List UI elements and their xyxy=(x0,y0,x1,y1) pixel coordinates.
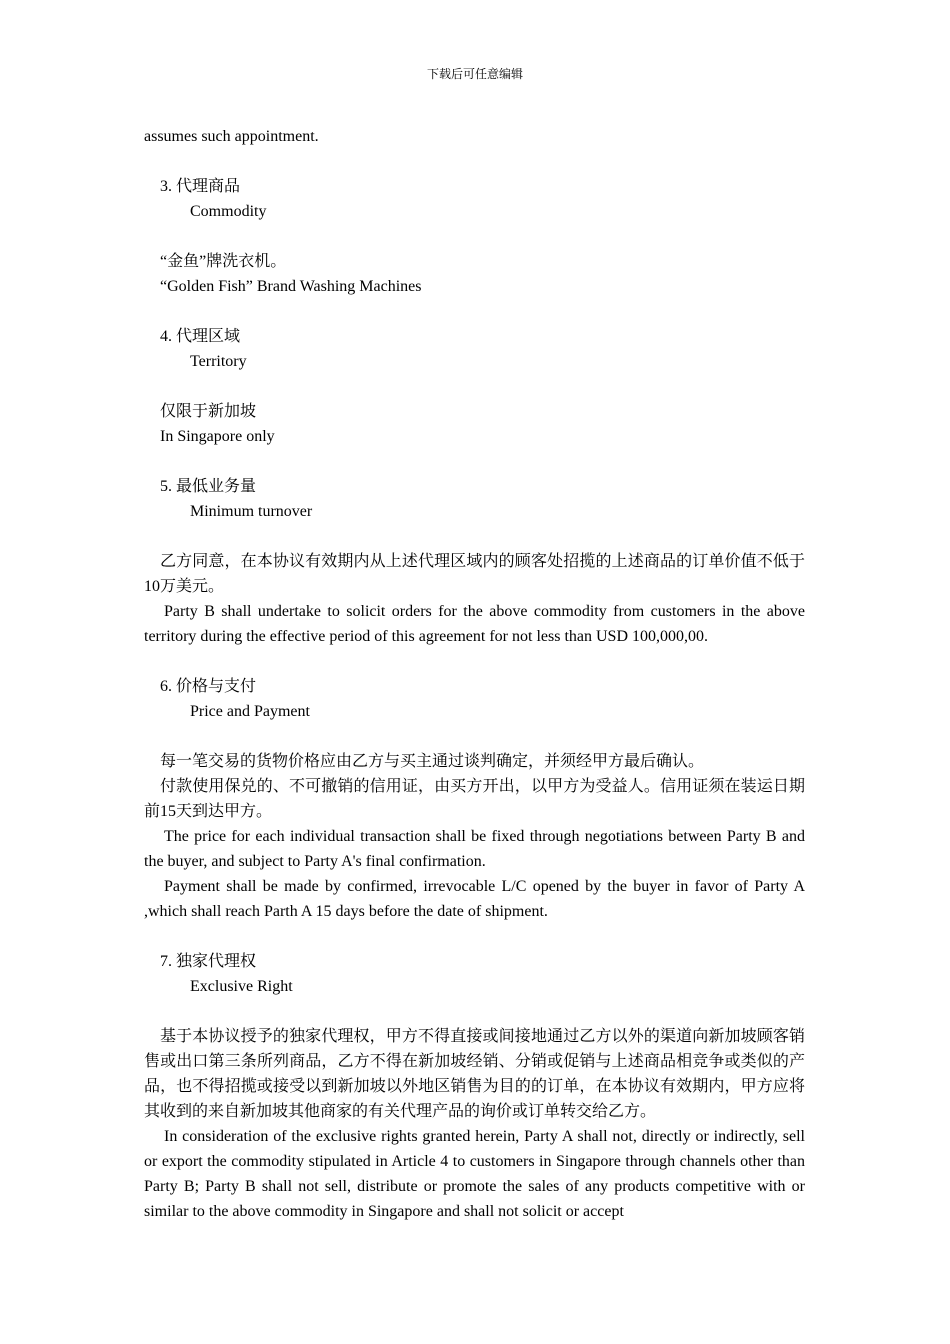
section-6-text-en-2: Payment shall be made by confirmed, irrevocable L/C opened by the buyer in favor of Party A ,which shall reach Parth A 15 days before the date of shipment. xyxy=(144,878,805,920)
section-4-text-en: In Singapore only xyxy=(160,428,275,445)
section-5-heading-en: Minimum turnover xyxy=(190,503,313,520)
page-header-note: 下载后可任意编辑 xyxy=(426,67,523,81)
section-4-text-cn: 仅限于新加坡 xyxy=(160,403,257,420)
section-3-text-en: “Golden Fish” Brand Washing Machines xyxy=(160,278,422,295)
section-7-heading-en: Exclusive Right xyxy=(190,978,293,995)
section-4-heading-cn: 4. 代理区域 xyxy=(160,328,241,345)
intro-tail-text: assumes such appointment. xyxy=(144,128,319,145)
section-7-text-cn: 基于本协议授予的独家代理权，甲方不得直接或间接地通过乙方以外的渠道向新加坡顾客销售或出口第三条所列商品，乙方不得在新加坡经销、分销或促销与上述商品相竞争或类似的产品，也不得招揽或接受以到新加坡以外地区销售为目的的订单，在本协议有效期内，甲方应将其收到的来自新加坡其他商家的有关代理产品的询价或订单转交给乙方。 xyxy=(144,1028,805,1120)
document-body xyxy=(144,124,805,1224)
section-5-heading-cn: 5. 最低业务量 xyxy=(160,478,257,495)
section-7-text-en: In consideration of the exclusive rights granted herein, Party A shall not, directly or indirectly, sell or export the commodity stipulated in Article 4 to customers in Singapore through channels other than Party B; Party B shall not sell, distribute or promote the sales of any products competitive with or similar to the above commodity in Singapore and shall not solicit or accept xyxy=(144,1128,805,1220)
section-5-text-cn: 乙方同意，在本协议有效期内从上述代理区域内的顾客处招揽的上述商品的订单价值不低于10万美元。 xyxy=(144,553,805,595)
section-6-heading-en: Price and Payment xyxy=(190,703,310,720)
section-7-heading-cn: 7. 独家代理权 xyxy=(160,953,257,970)
section-3-heading-en: Commodity xyxy=(190,203,267,220)
section-3-text-cn: “金鱼”牌洗衣机。 xyxy=(160,253,287,270)
section-6-text-cn-2: 付款使用保兑的、不可撤销的信用证，由买方开出，以甲方为受益人。信用证须在装运日期前15天到达甲方。 xyxy=(144,778,805,820)
section-5-text-en: Party B shall undertake to solicit orders for the above commodity from customers in the above territory during the effective period of this agreement for not less than USD 100,000,00. xyxy=(144,603,805,645)
section-4-heading-en: Territory xyxy=(190,353,247,370)
section-6-heading-cn: 6. 价格与支付 xyxy=(160,678,257,695)
section-3-heading-cn: 3. 代理商品 xyxy=(160,178,241,195)
section-6-text-en-1: The price for each individual transaction shall be fixed through negotiations between Party B and the buyer, and subject to Party A's final confirmation. xyxy=(144,828,805,870)
section-6-text-cn-1: 每一笔交易的货物价格应由乙方与买主通过谈判确定，并须经甲方最后确认。 xyxy=(160,753,705,770)
